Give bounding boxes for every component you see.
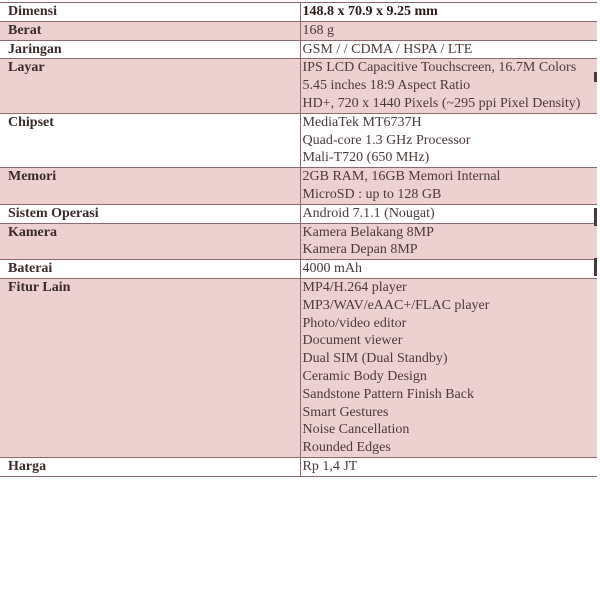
spec-row-sistem-operasi <box>0 204 597 223</box>
spec-label: Memori <box>0 168 300 205</box>
spec-value-line: 2GB RAM, 16GB Memori Internal <box>302 169 501 185</box>
spec-value-line: MicroSD : up to 128 GB <box>302 186 442 202</box>
scroll-edge-mark <box>594 72 597 82</box>
spec-row-dimensi <box>0 3 597 22</box>
spec-label: Jaringan <box>0 40 300 59</box>
spec-row-chipset <box>0 113 597 167</box>
spec-value-line: Smart Gestures <box>302 404 389 420</box>
spec-label: Chipset <box>0 113 300 167</box>
spec-value-line: Mali-T720 (650 MHz) <box>302 150 430 166</box>
spec-row-fitur-lain <box>0 278 597 457</box>
spec-value-line: Rp 1,4 JT <box>302 458 358 474</box>
spec-row-berat <box>0 21 597 40</box>
spec-row-jaringan <box>0 40 597 59</box>
spec-label: Baterai <box>0 260 300 279</box>
spec-value <box>300 260 597 279</box>
spec-value-line: Kamera Belakang 8MP <box>302 224 434 240</box>
spec-row-kamera <box>0 223 597 260</box>
spec-value-line: MediaTek MT6737H <box>302 114 422 130</box>
spec-value-line: 168 g <box>302 22 334 38</box>
spec-label: Sistem Operasi <box>0 204 300 223</box>
spec-table-body <box>0 3 597 477</box>
spec-value-line: Dual SIM (Dual Standby) <box>302 351 448 367</box>
spec-value-line: HD+, 720 x 1440 Pixels (~295 ppi Pixel Density) <box>302 95 581 111</box>
spec-value-line: Photo/video editor <box>302 315 407 331</box>
spec-value-line: Noise Cancellation <box>302 422 410 438</box>
spec-value-line: Document viewer <box>302 333 403 349</box>
spec-label: Fitur Lain <box>0 278 300 457</box>
spec-value <box>300 113 597 167</box>
scroll-edge-mark <box>594 258 597 276</box>
spec-label: Harga <box>0 457 300 476</box>
scroll-edge-mark <box>594 208 597 226</box>
spec-label: Dimensi <box>0 3 300 22</box>
spec-value-line: MP3/WAV/eAAC+/FLAC player <box>302 297 490 313</box>
spec-value <box>300 457 597 476</box>
spec-label: Berat <box>0 21 300 40</box>
spec-value-line: Android 7.1.1 (Nougat) <box>302 205 435 221</box>
spec-value <box>300 21 597 40</box>
spec-value <box>300 3 597 22</box>
spec-value-line: 4000 mAh <box>302 261 362 277</box>
spec-row-baterai <box>0 260 597 279</box>
spec-value-line: Quad-core 1.3 GHz Processor <box>302 132 471 148</box>
spec-value <box>300 278 597 457</box>
spec-value-line: GSM / / CDMA / HSPA / LTE <box>302 41 473 57</box>
spec-label: Kamera <box>0 223 300 260</box>
spec-value <box>300 204 597 223</box>
spec-value-line: Sandstone Pattern Finish Back <box>302 386 474 402</box>
spec-value-line: Kamera Depan 8MP <box>302 242 418 258</box>
spec-row-harga <box>0 457 597 476</box>
spec-value <box>300 223 597 260</box>
spec-row-memori <box>0 168 597 205</box>
spec-value <box>300 40 597 59</box>
spec-table <box>0 2 597 477</box>
spec-value <box>300 168 597 205</box>
spec-value-line: 5.45 inches 18:9 Aspect Ratio <box>302 78 471 94</box>
spec-value-line: 148.8 x 70.9 x 9.25 mm <box>302 4 438 19</box>
spec-label: Layar <box>0 59 300 113</box>
spec-value <box>300 59 597 113</box>
spec-row-layar <box>0 59 597 113</box>
spec-value-line: MP4/H.264 player <box>302 279 407 295</box>
spec-value-line: Ceramic Body Design <box>302 368 427 384</box>
spec-value-line: Rounded Edges <box>302 440 391 456</box>
spec-value-line: IPS LCD Capacitive Touchscreen, 16.7M Colors <box>302 60 577 76</box>
